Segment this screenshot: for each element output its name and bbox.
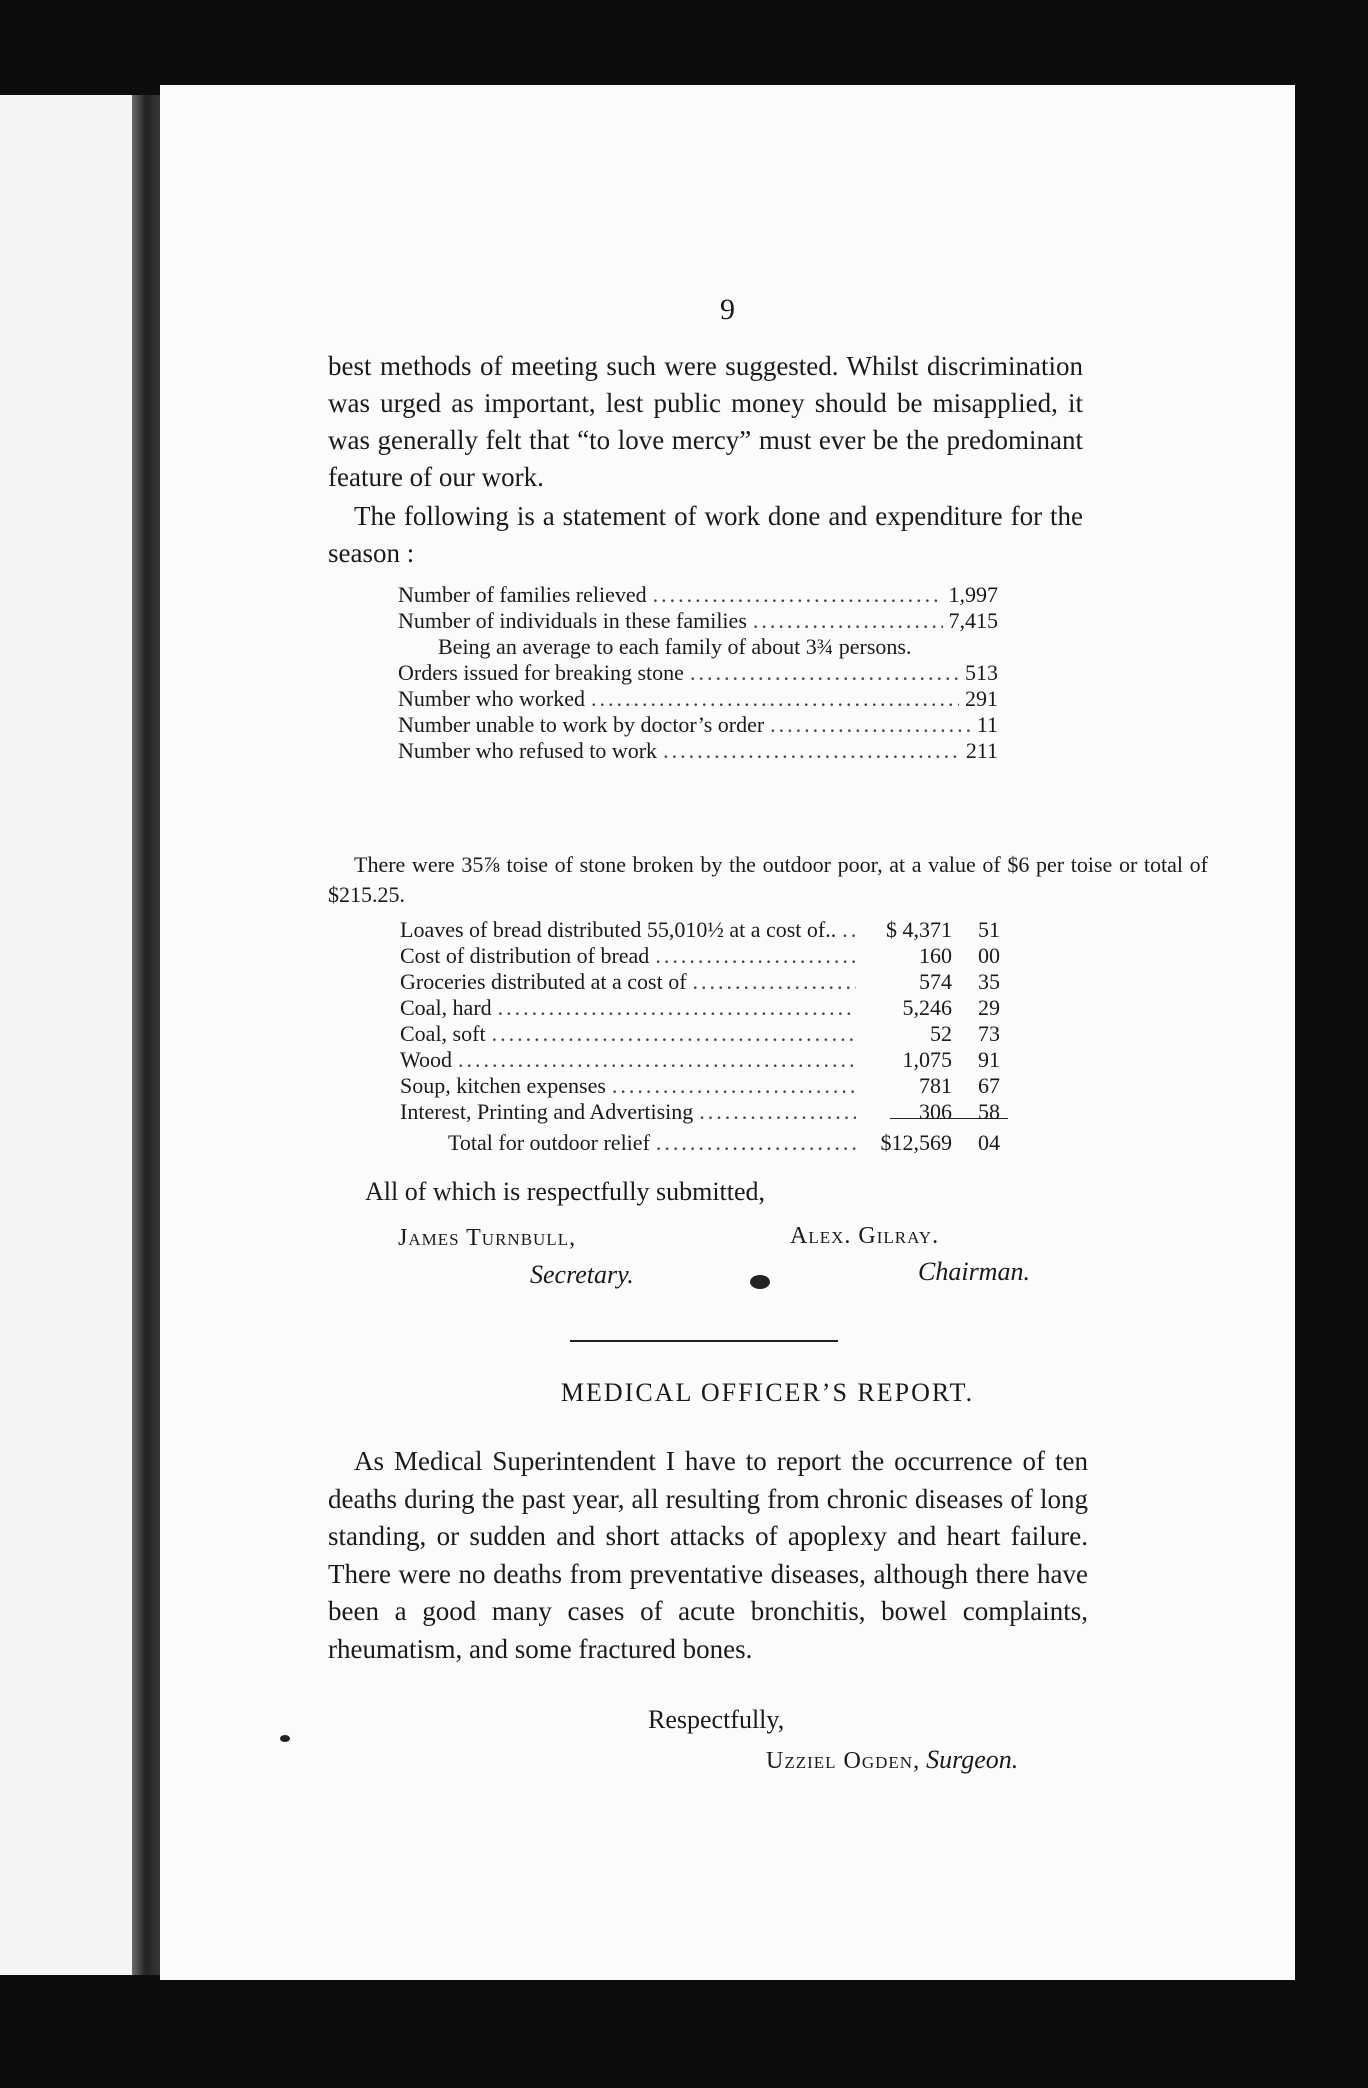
expenditure-amount: 160 [919, 943, 952, 968]
secretary-name: James Turnbull, [398, 1225, 577, 1251]
expenditure-row [400, 917, 1000, 943]
stat-value: 291 [965, 686, 998, 711]
stone-paragraph: There were 35⅞ toise of stone broken by the outdoor poor, at a value of $6 per toise or total of $215.25. [328, 852, 1208, 907]
expenditure-label: Coal, hard [400, 995, 492, 1020]
expenditure-cents: 67 [978, 1073, 1000, 1098]
closing-line: All of which is respectfully submitted, [365, 1177, 766, 1206]
expenditure-amount: 781 [919, 1073, 952, 1098]
stat-row [398, 686, 998, 712]
expenditure-cents: 00 [978, 943, 1000, 968]
medical-heading: MEDICAL OFFICER’S REPORT. [560, 1378, 975, 1407]
expenditure-row [400, 1073, 1000, 1099]
statistics-table [398, 582, 998, 764]
expenditure-label: Soup, kitchen expenses [400, 1073, 606, 1098]
secretary-title: Secretary. [530, 1260, 634, 1289]
stat-value: 7,415 [948, 608, 998, 633]
expenditure-row [400, 1021, 1000, 1047]
stat-row [398, 582, 998, 608]
expenditure-row [400, 1047, 1000, 1073]
stat-value: 11 [976, 712, 998, 737]
book-spine [132, 95, 162, 1975]
surgeon-signature: Uzziel Ogden, Surgeon. [766, 1745, 1019, 1774]
expenditure-amount: $ 4,371 [886, 917, 952, 942]
stat-label: Number who worked [398, 686, 585, 711]
stat-row [398, 608, 998, 634]
expenditure-row [400, 995, 1000, 1021]
expenditure-amount: 52 [930, 1021, 952, 1046]
stat-value: 513 [965, 660, 998, 685]
chairman-title: Chairman. [918, 1257, 1030, 1286]
surgeon-title: Surgeon. [926, 1745, 1019, 1774]
expenditure-label: Interest, Printing and Advertising [400, 1099, 694, 1124]
statement-intro: The following is a statement of work done and expenditure for the season : [328, 501, 1083, 568]
intro-paragraph: best methods of meeting such were suggested. Whilst discrimination was urged as important, lest public money should be misapplied, it was generally felt that “to love mercy” must ever be the predominant feature of our work. [328, 351, 1083, 492]
total-cents: 04 [978, 1130, 1000, 1155]
section-divider [570, 1340, 838, 1342]
expenditure-cents: 91 [978, 1047, 1000, 1072]
expenditure-row [400, 1099, 1000, 1125]
stat-row [398, 738, 998, 764]
ink-smudge [280, 1735, 290, 1742]
medical-closing: Respectfully, [648, 1705, 785, 1734]
total-row [448, 1130, 1000, 1156]
page-number: 9 [720, 293, 735, 326]
expenditure-cents: 73 [978, 1021, 1000, 1046]
ink-smudge [750, 1275, 770, 1289]
stat-label: Orders issued for breaking stone [398, 660, 684, 685]
expenditure-label: Coal, soft [400, 1021, 486, 1046]
expenditure-label: Wood [400, 1047, 453, 1072]
stat-row [398, 660, 998, 686]
expenditure-table [400, 917, 1000, 1125]
expenditure-cents: 51 [978, 917, 1000, 942]
expenditure-cents: 58 [978, 1099, 1000, 1124]
stat-label: Number who refused to work [398, 738, 658, 763]
expenditure-amount: 306 [919, 1099, 952, 1124]
expenditure-amount: 1,075 [902, 1047, 952, 1072]
total-label: Total for outdoor relief [448, 1130, 650, 1155]
chairman-name: Alex. Gilray. [790, 1223, 940, 1249]
stat-note: Being an average to each family of about 3¾ persons. [438, 634, 912, 659]
stat-row [398, 712, 998, 738]
expenditure-label: Groceries distributed at a cost of [400, 969, 687, 994]
expenditure-cents: 35 [978, 969, 1000, 994]
stat-label: Number unable to work by doctor’s order [398, 712, 765, 737]
medical-paragraph: As Medical Superintendent I have to report the occurrence of ten deaths during the past year, all resulting from chronic diseases of long standing, or sudden and short attacks of apoplexy and heart failure. There were no deaths from preventative diseases, although there have been a good many cases of acute bronchitis, bowel complaints, rheumatism, and some fractured bones. [328, 1446, 1088, 1664]
expenditure-amount: 5,246 [902, 995, 952, 1020]
expenditure-label: Loaves of bread distributed 55,010½ at a cost of.. [400, 917, 837, 942]
stat-value: 211 [965, 738, 998, 763]
left-facing-page [0, 95, 145, 1975]
stat-label: Number of families relieved [398, 582, 647, 607]
expenditure-label: Cost of distribution of bread [400, 943, 650, 968]
stat-label: Number of individuals in these families [398, 608, 747, 633]
expenditure-cents: 29 [978, 995, 1000, 1020]
total-amount: $12,569 [880, 1130, 952, 1155]
expenditure-row [400, 969, 1000, 995]
stat-value: 1,997 [948, 582, 998, 607]
total-row-container [448, 1130, 1000, 1156]
expenditure-amount: 574 [919, 969, 952, 994]
document-page [160, 85, 1295, 1980]
total-rule [890, 1118, 1008, 1119]
expenditure-row [400, 943, 1000, 969]
